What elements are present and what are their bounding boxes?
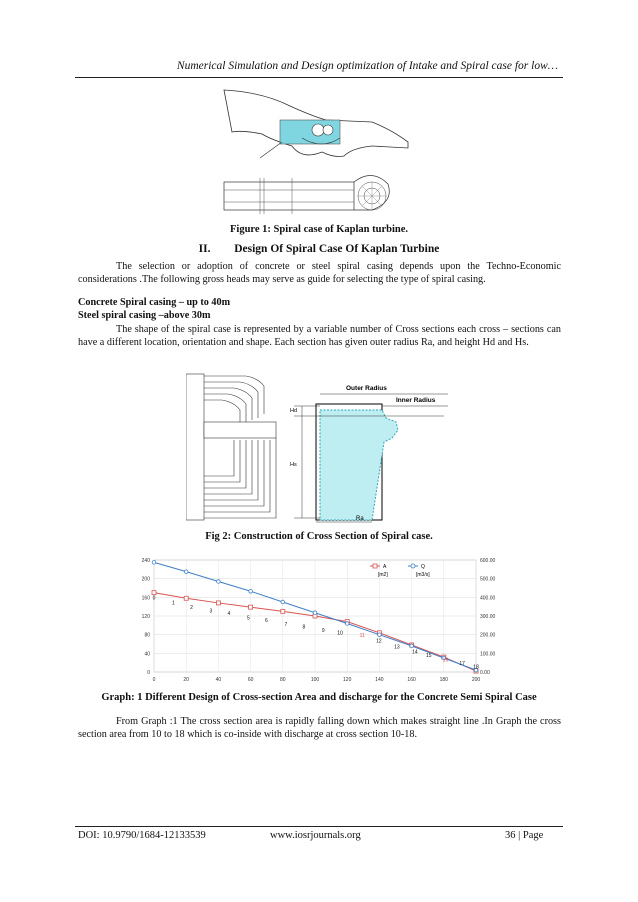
series-q-point (281, 600, 285, 604)
running-header: Numerical Simulation and Design optimization of Intake and Spiral case for low… (176, 60, 558, 72)
graph-1-caption: Graph: 1 Different Design of Cross-section Area and discharge for the Concrete Semi Spiral Case (101, 692, 537, 703)
x-tick-label: 40 (215, 677, 222, 683)
left-y-tick-label: 120 (141, 614, 150, 620)
cross-section-number-label: 2 (190, 605, 193, 611)
section-title: Design Of Spiral Case Of Kaplan Turbine (234, 243, 440, 255)
x-tick-label: 20 (183, 677, 189, 683)
paragraph-1: The selection or adoption of concrete or steel spiral casing depends upon the Techno-Economic considerations .The following gross heads may serve as guide for selecting the type of spiral casing. (78, 261, 561, 285)
figure-2-caption: Fig 2: Construction of Cross Section of Spiral case. (205, 531, 433, 542)
series-q-point (152, 561, 156, 565)
right-y-tick-label: 500.00 (480, 576, 496, 583)
cross-section-number-label: 15 (426, 653, 432, 660)
series-q-point (217, 580, 221, 584)
cross-section-number-label: 11 (359, 633, 365, 639)
x-tick-label: 180 (439, 677, 448, 683)
series-a-point (216, 601, 220, 605)
right-y-tick-label: 100.00 (480, 651, 496, 658)
series-a-point (152, 591, 156, 595)
ra-label: Ra (356, 516, 364, 522)
footer-page-number: 36 | Page (505, 830, 544, 841)
cross-section-number-label: 14 (412, 649, 418, 656)
graph-1-chart (118, 552, 518, 686)
left-y-tick-label: 200 (141, 576, 150, 583)
series-q-point (184, 570, 188, 574)
concrete-casing-line: Concrete Spiral casing – up to 40m (78, 297, 231, 308)
right-y-tick-label: 600.00 (480, 558, 496, 564)
cross-section-number-label: 10 (337, 630, 343, 637)
cross-section-number-label: 13 (394, 644, 400, 651)
footer-doi: DOI: 10.9790/1684-12133539 (78, 830, 206, 841)
outer-radius-label: Outer Radius (346, 385, 387, 392)
hd-label: Hd (290, 408, 298, 414)
header-rule (75, 77, 563, 78)
x-tick-label: 120 (343, 677, 352, 683)
legend-q-name: Q (421, 564, 425, 570)
x-tick-label: 200 (471, 677, 481, 683)
right-y-axis-ticks (480, 558, 496, 676)
inner-radius-label: Inner Radius (396, 397, 436, 404)
cross-section-number-label: 17 (459, 661, 465, 667)
paragraph-2: The shape of the spiral case is represented by a variable number of Cross sections each cross – sections can have a different location, orientation and shape. Each section has given outer radius Ra, and height Hd and Hs. (78, 324, 561, 348)
series-q-point (410, 644, 414, 648)
cross-section-number-label: 7 (284, 621, 288, 628)
cross-section-number-label: 9 (321, 627, 325, 634)
right-y-tick-label: 200.00 (480, 632, 496, 639)
left-y-tick-label: 160 (141, 595, 150, 602)
series-a-point (249, 605, 253, 609)
series-q-point (378, 633, 382, 637)
x-tick-label: 0 (152, 677, 156, 683)
x-tick-label: 140 (375, 677, 384, 683)
legend-q-unit: [m3/s] (416, 572, 430, 578)
cross-section-number-label: 8 (302, 624, 306, 631)
left-y-axis-ticks (142, 558, 151, 676)
cross-section-number-label: 16 (442, 657, 449, 664)
x-tick-label: 60 (247, 677, 254, 683)
series-q-point (345, 622, 349, 626)
cross-section-number-label: 6 (265, 618, 268, 625)
cross-section-number-label: 12 (376, 638, 382, 645)
series-q-point (249, 589, 253, 593)
figure-2-cross-section-drawing (186, 370, 452, 525)
legend-a-name: A (383, 564, 387, 570)
figure-1-caption: Figure 1: Spiral case of Kaplan turbine. (229, 224, 409, 235)
section-heading (0, 243, 638, 255)
series-q-point (313, 611, 317, 615)
legend-a-unit: [m2] (378, 572, 388, 578)
hs-label: Hs (290, 462, 297, 468)
chart-legend (370, 564, 430, 578)
x-axis-ticks (153, 677, 481, 683)
right-y-tick-label: 400.00 (480, 595, 496, 602)
cross-section-number-label: 18 (473, 664, 479, 671)
footer-website: www.iosrjournals.org (270, 830, 361, 841)
x-tick-label: 160 (407, 677, 416, 683)
left-y-tick-label: 0 (147, 670, 150, 676)
footer-rule (75, 826, 563, 827)
left-y-tick-label: 80 (144, 632, 150, 639)
cross-section-number-label: 3 (209, 608, 213, 615)
left-y-tick-label: 40 (144, 651, 150, 658)
cross-section-number-label: 0 (152, 595, 156, 602)
left-y-tick-label: 240 (141, 558, 150, 564)
series-a-point (184, 596, 188, 600)
paragraph-3: From Graph :1 The cross section area is rapidly falling down which makes straight line .In Graph the cross section area from 10 to 18 which is co-inside with discharge at cross section 10-18. (78, 716, 561, 740)
x-tick-label: 80 (280, 677, 286, 683)
figure-1-spiral-case-drawing (222, 86, 420, 214)
right-y-tick-label: 300.00 (480, 614, 496, 620)
right-y-tick-label: 0.00 (480, 670, 490, 676)
stacked-sections (186, 374, 276, 520)
cross-section-number-label: 1 (172, 600, 175, 607)
chart-point-labels (153, 596, 479, 671)
steel-casing-line: Steel spiral casing –above 30m (78, 310, 211, 321)
cross-section-number-label: 5 (246, 615, 250, 622)
series-a-point (281, 609, 285, 613)
x-tick-label: 100 (310, 677, 320, 683)
section-number: II. (198, 243, 211, 255)
cross-section-number-label: 4 (227, 611, 231, 618)
